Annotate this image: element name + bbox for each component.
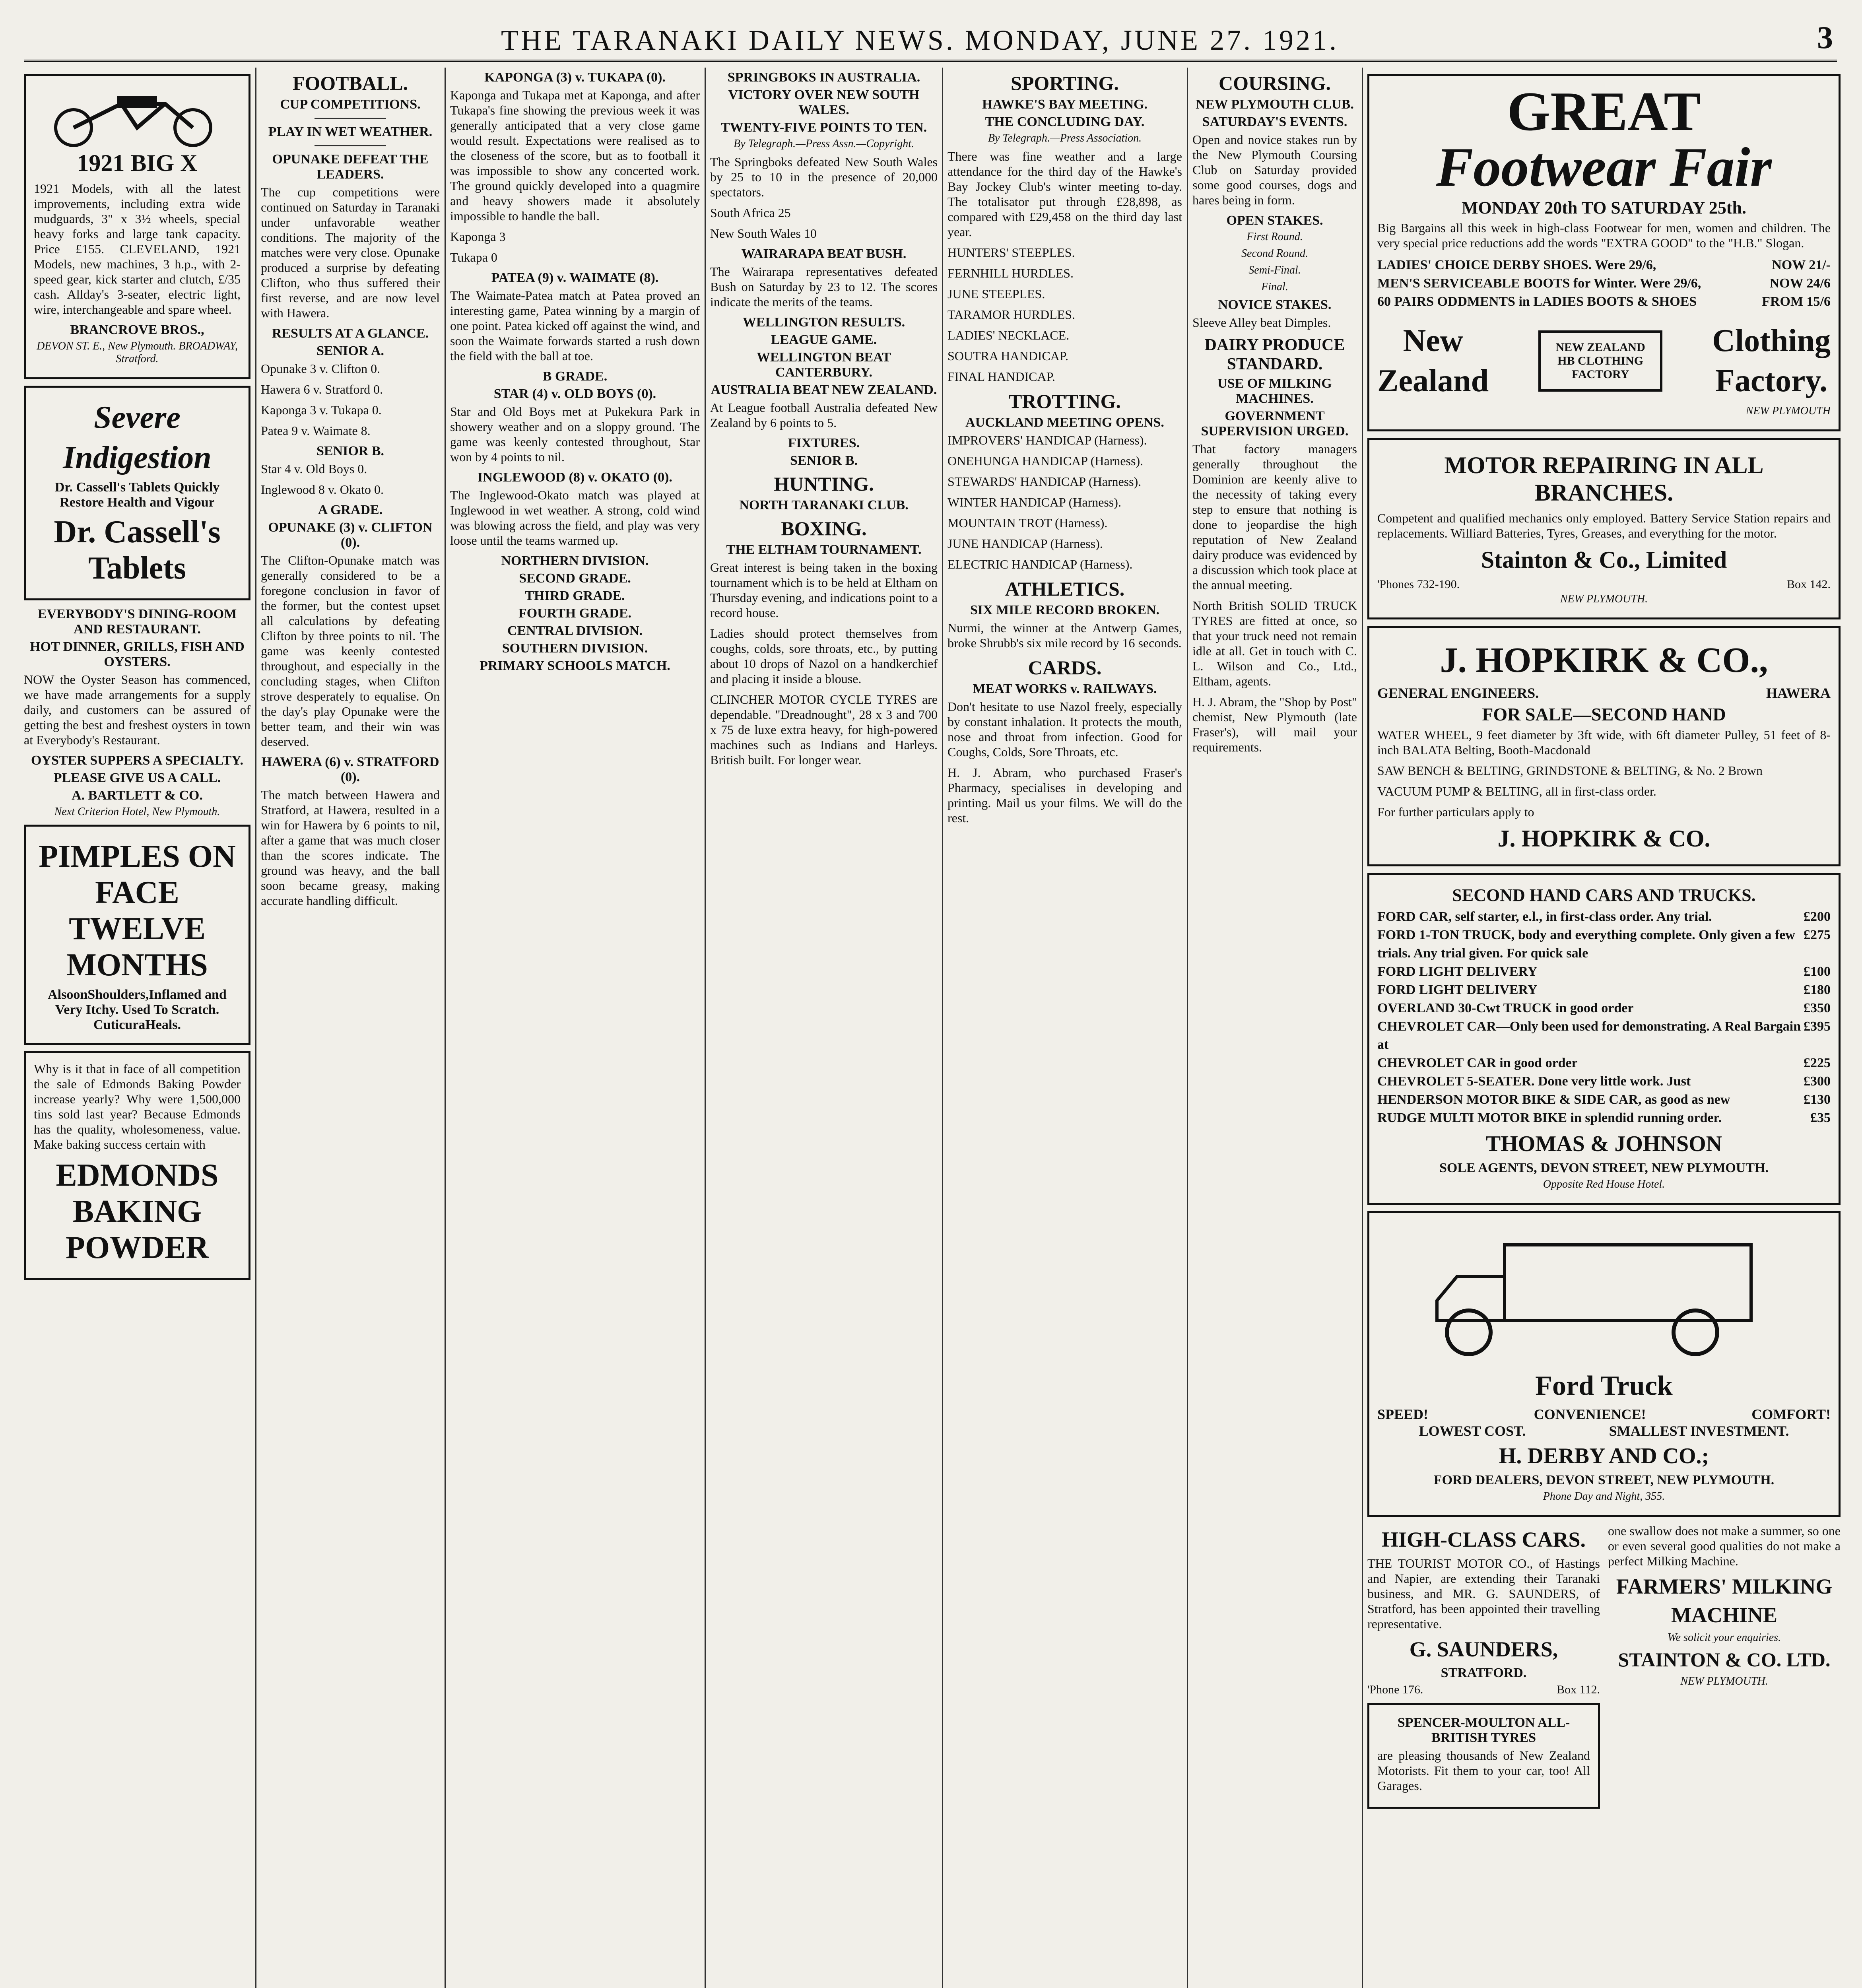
item-price: £180 xyxy=(1804,982,1831,997)
price-row xyxy=(1377,293,1831,311)
masthead xyxy=(24,16,1837,62)
price-row xyxy=(1377,1054,1831,1072)
section-subheading: GOVERNMENT SUPERVISION URGED. xyxy=(1201,409,1349,439)
brand-name: EDMONDS BAKING POWDER xyxy=(56,1158,219,1265)
section-subheading: HOT DINNER, GRILLS, FISH AND OYSTERS. xyxy=(30,639,245,669)
sale-item: SAW BENCH & BELTING, GRINDSTONE & BELTING, & No. 2 Brown xyxy=(1377,763,1763,778)
score-line: New South Wales 10 xyxy=(710,226,817,241)
division-heading: CENTRAL DIVISION. xyxy=(507,623,643,638)
newspaper-title: THE TARANAKI DAILY NEWS. MONDAY, JUNE 27. 1921. xyxy=(501,24,1339,56)
result-line: Hawera 6 v. Stratford 0. xyxy=(261,382,383,396)
results-heading: RESULTS AT A GLANCE. xyxy=(272,326,429,341)
article-text: Kaponga and Tukapa met at Kaponga, and after Tukapa's fine showing the previous week it was generally anticipated that a very close game would result. Expectations were realised as to the closeness of the score, but as to football it was impossible to show any concerted work. The ground quickly developed into a quagmire and heavy showers made it absolutely impossible to handle the ball. xyxy=(450,88,700,223)
event-heading: JUNE HANDICAP (Harness). xyxy=(948,536,1103,551)
result-line: Sleeve Alley beat Dimples. xyxy=(1192,315,1331,330)
section-heading: HUNTING. xyxy=(774,473,874,495)
solicit-text: We solicit your enquiries. xyxy=(1667,1631,1781,1644)
location: NEW PLYMOUTH. xyxy=(1560,593,1648,605)
tagline: CONVENIENCE! xyxy=(1534,1406,1646,1422)
section-subheading: NEW PLYMOUTH CLUB. xyxy=(1196,97,1354,112)
item-price: £225 xyxy=(1804,1056,1831,1070)
article-text: Great interest is being taken in the boxing tournament which is to be held at Eltham on Thursday evening, and indications point to a record house. xyxy=(710,560,938,620)
match-heading: HAWERA (6) v. STRATFORD (0). xyxy=(261,755,439,784)
section-subheading: HAWKE'S BAY MEETING. xyxy=(982,97,1147,112)
column-rule xyxy=(1187,68,1188,1988)
article-text: H. J. Abram, who purchased Fraser's Pharmacy, specialises in developing and printing. Mail us your films. We will do the rest. xyxy=(948,765,1182,825)
section-subheading: TWENTY-FIVE POINTS TO TEN. xyxy=(720,120,927,135)
tagline: COMFORT! xyxy=(1751,1406,1831,1422)
section-subheading: PLAY IN WET WEATHER. xyxy=(268,124,433,139)
section-heading: TROTTING. xyxy=(1008,390,1121,412)
dealer-phone: Phone Day and Night, 355. xyxy=(1543,1490,1665,1503)
column-6 xyxy=(1192,68,1357,1988)
company-name: THOMAS & JOHNSON xyxy=(1485,1132,1722,1156)
item-name: MEN'S SERVICEABLE BOOTS for Winter. Were 29/6, xyxy=(1377,276,1701,291)
company-address: SOLE AGENTS, DEVON STREET, NEW PLYMOUTH. xyxy=(1439,1161,1769,1175)
fair-dates: MONDAY 20th TO SATURDAY 25th. xyxy=(1462,198,1746,217)
banner-word: Zealand xyxy=(1377,363,1489,398)
event-heading: HUNTERS' STEEPLES. xyxy=(948,245,1075,260)
event-heading: IMPROVERS' HANDICAP (Harness). xyxy=(948,433,1147,447)
item-price: £350 xyxy=(1804,1001,1831,1015)
motorcycle-icon xyxy=(34,84,233,148)
advert-heading: SPENCER-MOULTON ALL-BRITISH TYRES xyxy=(1397,1715,1570,1745)
section-heading: CARDS. xyxy=(1028,656,1102,679)
round-heading: Second Round. xyxy=(1241,247,1308,260)
section-subheading: NORTH TARANAKI CLUB. xyxy=(739,498,909,513)
item-price: £395 xyxy=(1804,1019,1831,1034)
item-name: 60 PAIRS ODDMENTS in LADIES BOOTS & SHOES xyxy=(1377,294,1697,309)
item-price: NOW 21/- xyxy=(1772,258,1831,272)
event-heading: SOUTRA HANDICAP. xyxy=(948,349,1069,363)
divider xyxy=(315,118,386,119)
column-7 xyxy=(1367,68,1841,1988)
tagline: LOWEST COST. xyxy=(1419,1423,1526,1439)
company-type: GENERAL ENGINEERS. xyxy=(1377,685,1539,701)
column-4 xyxy=(710,68,938,1988)
spencer-moulton-advert xyxy=(1367,1703,1600,1809)
section-heading: COURSING. xyxy=(1219,72,1331,94)
item-name: RUDGE MULTI MOTOR BIKE in splendid running order. xyxy=(1377,1110,1722,1125)
item-price: £100 xyxy=(1804,964,1831,979)
result-line: Kaponga 3 v. Tukapa 0. xyxy=(261,403,382,417)
advert-heading: HIGH-CLASS CARS. xyxy=(1381,1528,1586,1551)
owner-name: A. BARTLETT & CO. xyxy=(72,788,203,803)
item-name: CHEVROLET CAR in good order xyxy=(1377,1056,1578,1070)
company-address: Opposite Red House Hotel. xyxy=(1543,1178,1665,1190)
grade-heading: SENIOR B. xyxy=(790,453,858,468)
article-text: Don't hesitate to use Nazol freely, especially by constant inhalation. It protects the mouth, nose and throat from infection. Good for Coughs, Colds, Sore Throats, etc. xyxy=(948,699,1182,759)
article-text: There was fine weather and a large attendance for the third day of the Hawke's Bay Jockey Club's winter meeting to-day. The totalisator put through £28,898, as compared with £29,458 on the third day last year. xyxy=(948,149,1182,239)
result-line: Star 4 v. Old Boys 0. xyxy=(261,462,367,476)
section-heading: FIXTURES. xyxy=(788,436,860,450)
section-heading: WAIRARAPA BEAT BUSH. xyxy=(741,247,907,261)
location: NEW PLYMOUTH. xyxy=(1680,1675,1768,1687)
section-heading: LEAGUE GAME. xyxy=(771,332,877,347)
price-row xyxy=(1377,963,1831,981)
result-line: Inglewood 8 v. Okato 0. xyxy=(261,482,384,497)
agent-location: STRATFORD. xyxy=(1441,1666,1527,1680)
article-text: H. J. Abram, the "Shop by Post" chemist, New Plymouth (late Fraser's), will mail your requirements. xyxy=(1192,695,1357,754)
event-heading: LADIES' NECKLACE. xyxy=(948,328,1070,342)
contact-row xyxy=(1367,1683,1600,1697)
price-row xyxy=(1377,1017,1831,1054)
advert-subheading: Dr. Cassell's Tablets Quickly Restore Health and Vigour xyxy=(54,480,220,510)
price-row xyxy=(1377,256,1831,274)
stakes-heading: OPEN STAKES. xyxy=(1226,213,1323,228)
page-number: 3 xyxy=(1817,20,1833,55)
price-row xyxy=(1377,981,1831,999)
tagline: SMALLEST INVESTMENT. xyxy=(1609,1423,1789,1439)
article-text: The Inglewood-Okato match was played at Inglewood in wet weather. A strong, cold wind was blowing across the field, and play was very loose until the teams warmed up. xyxy=(450,488,700,547)
price-row xyxy=(1377,908,1831,926)
dealer-address: DEVON ST. E., New Plymouth. BROADWAY, Stratford. xyxy=(37,340,238,365)
box: Box 142. xyxy=(1786,578,1831,591)
column-rule xyxy=(1362,68,1363,1988)
owner-address: Next Criterion Hotel, New Plymouth. xyxy=(54,806,220,818)
phone: 'Phone 176. xyxy=(1367,1683,1423,1696)
column-rule xyxy=(942,68,943,1988)
price-row xyxy=(1377,274,1831,293)
column-5 xyxy=(948,68,1182,1988)
cassell-advert xyxy=(24,386,250,600)
price-row xyxy=(1377,1091,1831,1109)
grade-heading: FOURTH GRADE. xyxy=(518,606,632,621)
edmonds-advert xyxy=(24,1051,250,1280)
price-row xyxy=(1377,1072,1831,1091)
subheading-row xyxy=(1377,685,1831,701)
advert-heading: GREAT xyxy=(1507,81,1701,142)
banner-word: Clothing xyxy=(1712,323,1831,358)
section-subheading: USE OF MILKING MACHINES. xyxy=(1217,376,1332,406)
article-text: The Springboks defeated New South Wales by 25 to 10 in the presence of 20,000 spectators. xyxy=(710,155,938,199)
item-name: FORD LIGHT DELIVERY xyxy=(1377,964,1538,979)
brand-name: Dr. Cassell's Tablets xyxy=(54,514,221,586)
advert-body: one swallow does not make a summer, so one or even several good qualities do not make a perfect Milking Machine. xyxy=(1608,1524,1841,1568)
advert-body: 1921 Models, with all the latest improvements, including extra wide mudguards, 3" x 3½ wheels, special heavy forks and large tank capacity. Price £155. CLEVELAND, 1921 Models, new machines, 3 h.p., with 2-speed gear, kick starter and clutch, £/35 cash. Allday's 3-seater, electric light, wire, interchangeable and spare wheel. xyxy=(34,181,241,316)
match-heading: STAR (4) v. OLD BOYS (0). xyxy=(493,386,656,401)
dealer-name: H. DERBY AND CO.; xyxy=(1499,1444,1709,1468)
tagline-row xyxy=(1377,1406,1831,1423)
event-heading: STEWARDS' HANDICAP (Harness). xyxy=(948,474,1142,489)
section-subheading: SATURDAY'S EVENTS. xyxy=(1202,115,1347,129)
sale-item: WATER WHEEL, 9 feet diameter by 3ft wide, with 6ft diameter Pulley, 51 feet of 8-inch BALATA Belting, Booth-Macdonald xyxy=(1377,728,1831,757)
match-heading: PATEA (9) v. WAIMATE (8). xyxy=(491,270,659,285)
item-price: £200 xyxy=(1804,909,1831,924)
section-subheading: MEAT WORKS v. RAILWAYS. xyxy=(973,681,1157,696)
price-row xyxy=(1377,1109,1831,1127)
banner-word: Factory. xyxy=(1715,363,1828,398)
section-subheading: AUCKLAND MEETING OPENS. xyxy=(965,415,1164,430)
dealer-address: FORD DEALERS, DEVON STREET, NEW PLYMOUTH. xyxy=(1433,1473,1775,1487)
town: HAWERA xyxy=(1766,685,1831,701)
result-line: Patea 9 v. Waimate 8. xyxy=(261,423,371,438)
advert-body: THE TOURIST MOTOR CO., of Hastings and Napier, are extending their Taranaki business, and MR. G. SAUNDERS, of Stratford, has been appointed their travelling representative. xyxy=(1367,1556,1600,1631)
tagline: SPEED! xyxy=(1377,1406,1429,1422)
grade-heading: A GRADE. xyxy=(318,503,383,517)
company-name: J. HOPKIRK & CO. xyxy=(1497,825,1711,852)
company-name: J. HOPKIRK & CO., xyxy=(1440,641,1768,680)
box: Box 112. xyxy=(1557,1683,1600,1696)
advert-heading: Severe xyxy=(94,400,181,435)
milking-machine-advert xyxy=(1608,1523,1841,1815)
item-name: HENDERSON MOTOR BIKE & SIDE CAR, as good as new xyxy=(1377,1092,1730,1107)
advert-heading: SECOND HAND CARS AND TRUCKS. xyxy=(1452,885,1756,905)
article-text: Ladies should protect themselves from coughs, colds, sore throats, etc., by putting about 10 drops of Nazol on a handkerchief and placing it inside a blouse. xyxy=(710,626,938,686)
section-heading: FOOTBALL. xyxy=(292,72,408,94)
article-text: Nurmi, the winner at the Antwerp Games, broke Shrubb's six mile record by 16 seconds. xyxy=(948,621,1182,650)
score-line: South Africa 25 xyxy=(710,206,791,220)
column-1 xyxy=(24,68,250,1988)
price-row xyxy=(1377,926,1831,963)
high-class-cars-advert xyxy=(1367,1523,1600,1815)
division-heading: PRIMARY SCHOOLS MATCH. xyxy=(480,658,670,673)
advert-body: are pleasing thousands of New Zealand Motorists. Fit them to your car, too! All Garages. xyxy=(1377,1748,1590,1793)
column-rule xyxy=(445,68,446,1988)
cars-trucks-advert xyxy=(1367,873,1841,1205)
item-name: OVERLAND 30-Cwt TRUCK in good order xyxy=(1377,1001,1634,1015)
column-rule xyxy=(255,68,256,1988)
article-text: At League football Australia defeated New Zealand by 6 points to 5. xyxy=(710,400,938,430)
agent-name: G. SAUNDERS, xyxy=(1409,1637,1558,1661)
score-line: Tukapa 0 xyxy=(450,250,497,264)
section-heading: DAIRY PRODUCE STANDARD. xyxy=(1204,336,1345,373)
section-heading: SPRINGBOKS IN AUSTRALIA. xyxy=(727,70,920,85)
section-subheading: THE ELTHAM TOURNAMENT. xyxy=(726,542,922,557)
article-text: NOW the Oyster Season has commenced, we have made arrangements for a supply daily, and customers can be assured of getting the best and freshest oysters in town at Everybody's Restaurant. xyxy=(24,672,250,747)
grade-heading: SECOND GRADE. xyxy=(519,571,631,586)
byline: By Telegraph.—Press Association. xyxy=(988,132,1142,144)
section-subheading: SIX MILE RECORD BROKEN. xyxy=(970,603,1160,617)
section-heading: BOXING. xyxy=(781,517,867,540)
match-heading: KAPONGA (3) v. TUKAPA (0). xyxy=(484,70,666,85)
advert-heading: MOTOR REPAIRING IN ALL BRANCHES. xyxy=(1444,452,1764,506)
result-line: Opunake 3 v. Clifton 0. xyxy=(261,361,381,376)
article-text: CLINCHER MOTOR CYCLE TYRES are dependable. "Dreadnought", 28 x 3 and 700 x 75 de luxe extra heavy, for high-powered machines such as Indians and Harleys. British built. For longer wear. xyxy=(710,692,938,767)
sale-heading: FOR SALE—SECOND HAND xyxy=(1482,704,1726,724)
contact-row xyxy=(1377,578,1831,591)
section-subheading: VICTORY OVER NEW SOUTH WALES. xyxy=(728,87,920,117)
grade-heading: THIRD GRADE. xyxy=(525,588,625,603)
advert-body: Competent and qualified mechanics only employed. Battery Service Station repairs and replacements. Williard Batteries, Tyres, Greases, and everything for the motor. xyxy=(1377,511,1831,540)
round-heading: First Round. xyxy=(1247,231,1303,243)
section-heading: WELLINGTON RESULTS. xyxy=(742,315,905,330)
advert-heading: MACHINE xyxy=(1671,1603,1777,1627)
section-heading: ATHLETICS. xyxy=(1005,578,1125,600)
section-subheading: WELLINGTON BEAT CANTERBURY. xyxy=(757,350,891,380)
advert-subheading: AlsoonShoulders,Inflamed and Very Itchy. Used To Scratch. CuticuraHeals. xyxy=(48,987,227,1032)
item-name: FORD CAR, self starter, e.l., in first-class order. Any trial. xyxy=(1377,909,1712,924)
division-heading: SOUTHERN DIVISION. xyxy=(502,641,648,656)
clothing-factory-banner xyxy=(1377,319,1831,403)
division-heading: NORTHERN DIVISION. xyxy=(501,553,649,568)
banner-left xyxy=(1377,319,1489,403)
event-heading: TARAMOR HURDLES. xyxy=(948,307,1076,322)
match-heading: OPUNAKE (3) v. CLIFTON (0). xyxy=(268,520,433,550)
score-line: Kaponga 3 xyxy=(450,229,506,244)
section-subheading: CUP COMPETITIONS. xyxy=(280,97,421,112)
company-name: Stainton & Co., Limited xyxy=(1481,547,1727,573)
truck-icon xyxy=(1377,1221,1815,1364)
item-name: CHEVROLET CAR—Only been used for demonstrating. A Real Bargain at xyxy=(1377,1019,1801,1052)
advert-title: 1921 BIG X xyxy=(77,150,198,176)
advert-heading: Ford Truck xyxy=(1535,1371,1673,1401)
article-text: The Waimate-Patea match at Patea proved an interesting game, Patea winning by a margin of one point. Patea kicked off against the wind, and soon the Waimate forwards started a rush down the field with the ball at toe. xyxy=(450,288,700,363)
hopkirk-advert xyxy=(1367,626,1841,866)
ford-truck-advert xyxy=(1367,1211,1841,1517)
item-price: £35 xyxy=(1810,1110,1831,1125)
article-text: Star and Old Boys met at Pukekura Park in showery weather and on a sloppy ground. The game was keenly contested throughout, Star won by 4 points to nil. xyxy=(450,404,700,464)
event-heading: MOUNTAIN TROT (Harness). xyxy=(948,516,1108,530)
event-heading: FINAL HANDICAP. xyxy=(948,369,1055,384)
tagline-row xyxy=(1377,1423,1831,1439)
hb-badge: NEW ZEALAND HB CLOTHING FACTORY xyxy=(1538,330,1662,392)
apply-text: For further particulars apply to xyxy=(1377,805,1534,819)
price-row xyxy=(1377,999,1831,1017)
section-subheading: THE CONCLUDING DAY. xyxy=(985,115,1145,129)
section-subheading: PLEASE GIVE US A CALL. xyxy=(53,771,221,785)
stakes-heading: NOVICE STAKES. xyxy=(1218,297,1332,312)
advert-heading: FARMERS' MILKING xyxy=(1616,1574,1833,1598)
column-3 xyxy=(450,68,700,1988)
item-price: £275 xyxy=(1804,928,1831,942)
advert-heading: PIMPLES ON FACE TWELVE MONTHS xyxy=(39,839,236,982)
advert-heading: Indigestion xyxy=(63,440,212,475)
cuticura-advert xyxy=(24,825,250,1045)
article-text: The Clifton-Opunake match was generally considered to be a foregone conclusion in favor of the former, but the contest upset all calculations by defeating Clifton by three points to nil. The game was keenly contested throughout, and especially in the concluding stages, when Clifton strove desperately to equalise. On the day's play Opunake were the better team, and their win was deserved. xyxy=(261,553,440,749)
article-text: North British SOLID TRUCK TYRES are fitted at once, so that your truck need not remain idle at all. Get in touch with C. L. Wilson and Co., Ltd., Eltham, agents. xyxy=(1192,598,1357,688)
section-heading: SPORTING. xyxy=(1011,72,1119,94)
section-heading: EVERYBODY'S DINING-ROOM AND RESTAURANT. xyxy=(37,607,237,637)
company-name: STAINTON & CO. LTD. xyxy=(1618,1648,1831,1671)
event-heading: WINTER HANDICAP (Harness). xyxy=(948,495,1121,509)
item-name: LADIES' CHOICE DERBY SHOES. Were 29/6, xyxy=(1377,258,1656,272)
round-heading: Final. xyxy=(1261,281,1288,293)
item-name: FORD LIGHT DELIVERY xyxy=(1377,982,1538,997)
round-heading: Semi-Final. xyxy=(1248,264,1301,276)
event-heading: ELECTRIC HANDICAP (Harness). xyxy=(948,557,1133,571)
item-name: FORD 1-TON TRUCK, body and everything complete. Only given a few trials. Any trial given. For quick sale xyxy=(1377,928,1795,961)
item-name: CHEVROLET 5-SEATER. Done very little work. Just xyxy=(1377,1074,1691,1089)
event-heading: JUNE STEEPLES. xyxy=(948,287,1045,301)
banner-right xyxy=(1712,319,1831,403)
section-subheading: OYSTER SUPPERS A SPECIALTY. xyxy=(31,753,244,768)
advert-heading: Footwear Fair xyxy=(1436,136,1772,198)
column-2 xyxy=(261,68,440,1988)
item-price: £130 xyxy=(1804,1092,1831,1107)
article-text: The Wairarapa representatives defeated Bush on Saturday by 23 to 12. The scores indicate the merits of the teams. xyxy=(710,264,938,309)
item-price: FROM 15/6 xyxy=(1762,294,1831,309)
section-subheading: OPUNAKE DEFEAT THE LEADERS. xyxy=(272,152,429,182)
event-heading: ONEHUNGA HANDICAP (Harness). xyxy=(948,454,1144,468)
bottom-ads xyxy=(1367,1523,1841,1815)
grade-heading: B GRADE. xyxy=(542,369,608,384)
article-text: The cup competitions were continued on Saturday in Taranaki under unfavorable weather conditions. The majority of the matches were very close. Opunake produced a surprise by defeating Clifton, who thus suffered their first reverse, and are now level with Hawera. xyxy=(261,185,440,320)
article-text: The match between Hawera and Stratford, at Hawera, resulted in a win for Hawera by 6 points to nil, after a game that was much closer than the scores indicate. The ground was heavy, and the ball soon became greasy, making accurate handling difficult. xyxy=(261,788,440,908)
match-heading: INGLEWOOD (8) v. OKATO (0). xyxy=(478,470,672,485)
grade-heading: SENIOR B. xyxy=(316,444,384,458)
motorcycle-advert xyxy=(24,74,250,379)
event-heading: FERNHILL HURDLES. xyxy=(948,266,1074,280)
footwear-fair-advert xyxy=(1367,74,1841,431)
dealer-name: BRANCROVE BROS., xyxy=(70,322,204,337)
factory-location: NEW PLYMOUTH xyxy=(1746,405,1831,417)
column-rule xyxy=(705,68,706,1988)
item-price: NOW 24/6 xyxy=(1769,276,1831,291)
advert-body: Why is it that in face of all competition the sale of Edmonds Baking Powder increase yearly? Why were 1,500,000 tins sold last year? Because Edmonds has the quality, wholesomeness, value. Make baking success certain with xyxy=(34,1062,241,1151)
byline: By Telegraph.—Press Assn.—Copyright. xyxy=(734,138,914,150)
sale-item: VACUUM PUMP & BELTING, all in first-class order. xyxy=(1377,784,1656,798)
item-price: £300 xyxy=(1804,1074,1831,1089)
article-text: Open and novice stakes run by the New Plymouth Coursing Club on Saturday provided some good courses, dogs and hares being in form. xyxy=(1192,132,1357,207)
advert-body: Big Bargains all this week in high-class Footwear for men, women and children. The very special price reductions add the words "EXTRA GOOD" to the "H.B." Slogan. xyxy=(1377,221,1831,250)
divider xyxy=(315,145,386,146)
section-heading: AUSTRALIA BEAT NEW ZEALAND. xyxy=(711,382,937,397)
motor-repair-advert xyxy=(1367,438,1841,619)
article-text: That factory managers generally throughout the Dominion are keenly alive to the necessity of taking every step to ensure that nothing is done to jeopardise the high reputation of New Zealand dairy produce was evidenced by a discussion which took place at the annual meeting. xyxy=(1192,442,1357,592)
grade-heading: SENIOR A. xyxy=(316,344,384,358)
banner-word: New xyxy=(1403,323,1463,358)
phone: 'Phones 732-190. xyxy=(1377,578,1460,591)
